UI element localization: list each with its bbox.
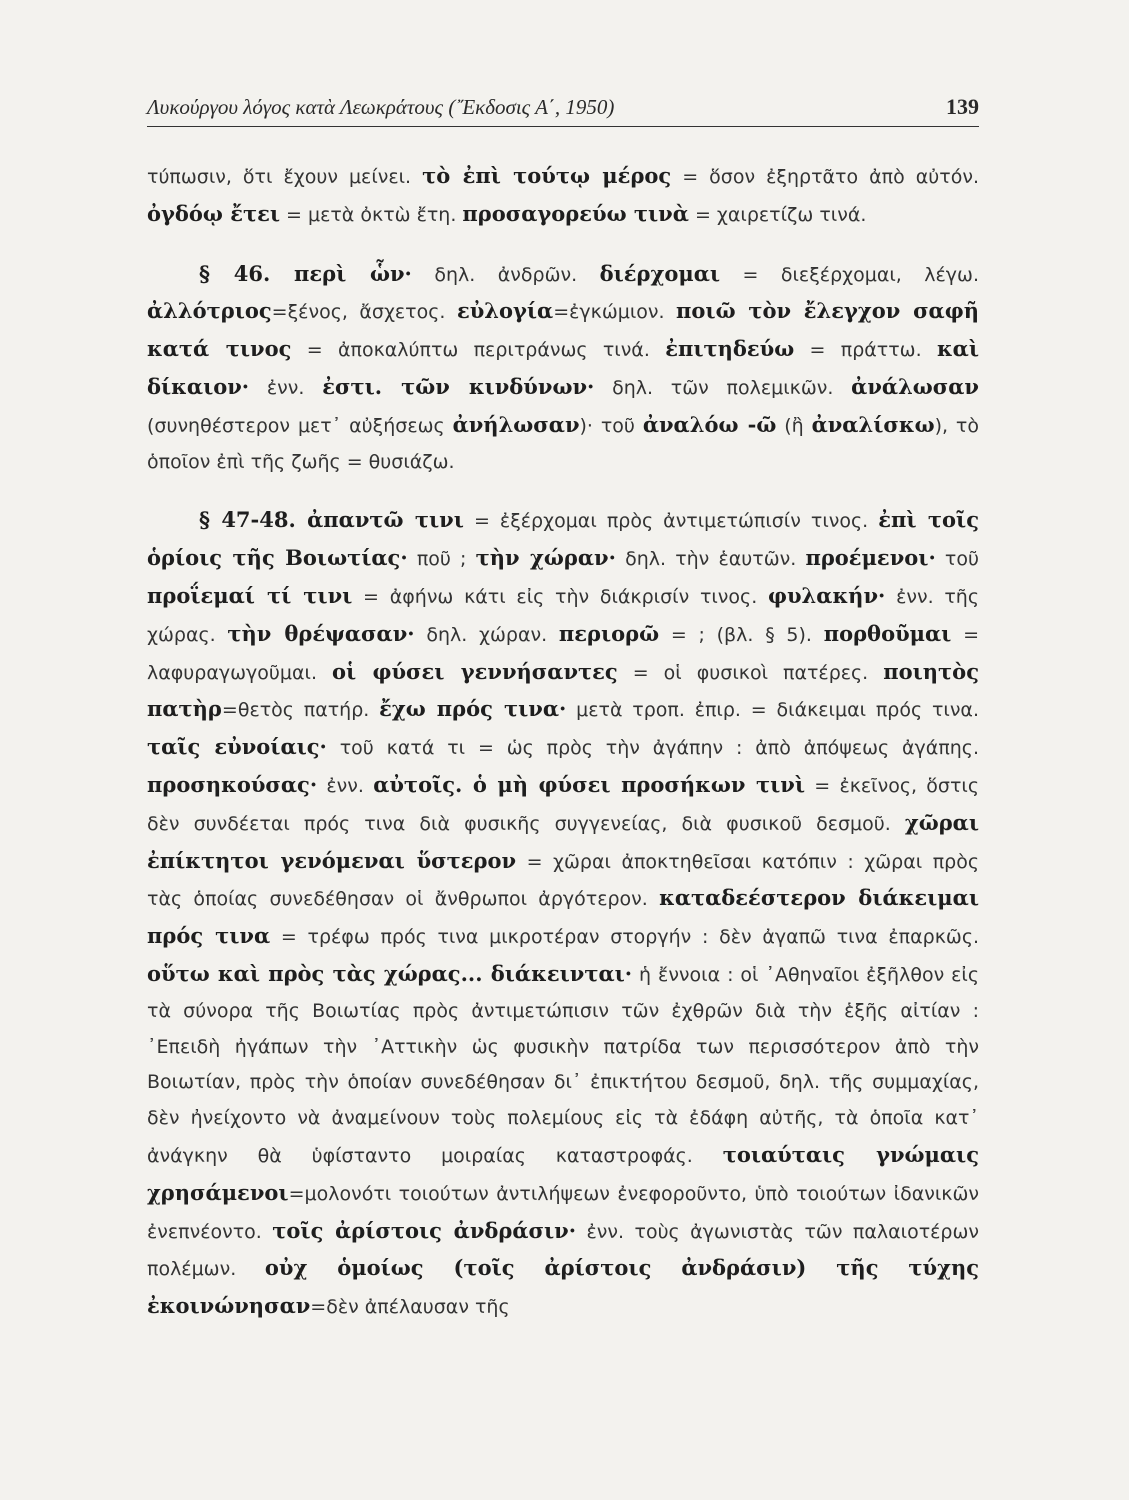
gloss-text: ), τὸ ὁποῖον ἐπὶ τῆς ζωῆς = θυσιάζω.: [147, 414, 979, 473]
bold-term: εὐλογία: [456, 298, 554, 324]
bold-term: ποιητὸς πατὴρ: [147, 658, 979, 722]
gloss-text: = λαφυραγωγοῦμαι.: [147, 623, 979, 684]
gloss-text: (συνηθέστερον μετ᾽ αὐξήσεως: [147, 414, 453, 437]
gloss-text: = οἱ φυσικοὶ πατέρες.: [617, 661, 884, 684]
paragraph: [147, 158, 979, 234]
bold-term: οὕτω καὶ πρὸς τὰς χώρας... διάκεινται·: [147, 960, 633, 986]
bold-term: τὴν χώραν·: [475, 545, 616, 571]
bold-term: ἀνήλωσαν: [452, 411, 580, 437]
gloss-text: δηλ. τὴν ἑαυτῶν.: [615, 548, 806, 571]
bold-term: χῶραι ἐπίκτητοι γενόμεναι ὕστερον: [147, 809, 979, 873]
bold-term: καταδεέστερον διάκειμαι πρός τινα: [147, 885, 979, 949]
gloss-text: = πράττω.: [794, 339, 937, 362]
bold-term: § 46. περὶ ὧν·: [199, 260, 412, 286]
header-title: Λυκούργου λόγος κατὰ Λεωκράτους (῎Εκδοσις Α΄, 1950): [147, 95, 615, 119]
gloss-text: ποῦ ;: [407, 548, 476, 571]
gloss-text: = μετὰ ὀκτὼ ἔτη.: [280, 203, 463, 226]
gloss-text: ἡ ἔννοια : οἱ ᾿Αθηναῖοι ἐξῆλθον εἰς τὰ σύνορα τῆς Βοιωτίας πρὸς ἀντιμετώπισιν τῶν ἐχθρῶν διὰ τὴν ἑξῆς αἰτίαν : ᾿Επειδὴ ἠγάπων τὴν ᾿Αττικὴν ὡς φυσικὴν πατρίδα των περισσότερον ἀπὸ τὴν Βοιωτίαν, πρὸς τὴν ὁποίαν συνεδέθησαν δι᾽ ἐπικτήτου δεσμοῦ, δηλ. τῆς συμμαχίας, δὲν ἠνείχοντο νὰ ἀναμείνουν τοὺς πολεμίους εἰς τὰ ἐδάφη αὐτῆς, τὰ ὁποῖα κατ᾽ ἀνάγκην θὰ ὑφίσταντο μοιραίας καταστροφάς.: [147, 963, 979, 1167]
bold-term: τὸ ἐπὶ τούτῳ μέρος: [422, 163, 672, 188]
gloss-text: = ἀποκαλύπτω περιτράνως τινά.: [291, 339, 666, 362]
bold-term: ἀνάλωσαν: [851, 373, 979, 399]
gloss-text: =ξένος, ἄσχετος.: [271, 301, 457, 324]
gloss-text: )· τοῦ: [579, 414, 643, 437]
page-number: 139: [946, 94, 979, 119]
gloss-text: = διεξέρχομαι, λέγω.: [720, 263, 979, 286]
gloss-text: = χῶραι ἀποκτηθεῖσαι κατόπιν : χῶραι πρὸς τὰς ὁποίας συνεδέθησαν οἱ ἄνθρωποι ἀργότερον.: [147, 850, 979, 911]
bold-term: ἀναλόω -ῶ: [642, 411, 777, 437]
bold-term: ταῖς εὐνοίαις·: [147, 734, 327, 760]
gloss-text: δηλ. ἀνδρῶν.: [411, 263, 600, 286]
gloss-text: =ἐγκώμιον.: [553, 301, 677, 324]
gloss-text: μετὰ τροπ. ἐπιρ. = διάκειμαι πρός τινα.: [566, 699, 979, 722]
gloss-text: δηλ. χώραν.: [414, 623, 559, 646]
gloss-text: = χαιρετίζω τινά.: [688, 203, 867, 226]
bold-term: διέρχομαι: [599, 260, 721, 286]
gloss-text: τύπωσιν, ὅτι ἔχουν μείνει.: [147, 166, 423, 188]
gloss-text: δηλ. τῶν πολεμικῶν.: [594, 376, 852, 399]
bold-term: οὐχ ὁμοίως (τοῖς ἀρίστοις ἀνδράσιν) τῆς τύχης ἐκοινώνησαν: [147, 1255, 979, 1319]
gloss-text: ἐνν. τῆς χώρας.: [147, 585, 979, 646]
bold-term: ἐστι. τῶν κινδύνων·: [322, 373, 595, 399]
bold-term: περιορῶ: [558, 620, 660, 646]
paragraph: [147, 256, 979, 481]
gloss-text: =θετὸς πατήρ.: [221, 699, 380, 722]
bold-term: τοιαύταις γνώμαις χρησάμενοι: [147, 1141, 979, 1205]
gloss-text: = ὅσον ἐξηρτᾶτο ἀπὸ αὐτόν.: [671, 166, 979, 188]
page-body: [147, 158, 979, 1326]
bold-term: καὶ δίκαιον·: [147, 336, 979, 399]
bold-term: ἐπιτηδεύω: [665, 336, 795, 362]
bold-term: § 47-48. ἀπαντῶ τινι: [199, 507, 464, 533]
running-header: [147, 94, 979, 127]
bold-term: ὀγδόῳ ἔτει: [147, 200, 281, 226]
bold-term: ποιῶ τὸν ἔλεγχον σαφῆ κατά τινος: [147, 298, 979, 362]
paragraph: [147, 502, 979, 1326]
gloss-text: = τρέφω πρός τινα μικροτέραν στοργήν : δὲν ἀγαπῶ τινα ἐπαρκῶς.: [270, 926, 980, 949]
bold-term: προσηκούσας·: [147, 771, 318, 797]
bold-term: ἔχω πρός τινα·: [379, 696, 567, 722]
gloss-text: = ; (βλ. § 5).: [659, 623, 824, 646]
bold-term: προΐεμαί τί τινι: [147, 582, 353, 608]
gloss-text: ἐνν. τοὺς ἀγωνιστὰς τῶν παλαιοτέρων πολέμων.: [147, 1220, 979, 1281]
gloss-text: =δὲν ἀπέλαυσαν τῆς: [310, 1296, 510, 1319]
gloss-text: = ἐξέρχομαι πρὸς ἀντιμετώπισίν τινος.: [463, 510, 879, 533]
bold-term: ἐπὶ τοῖς ὁρίοις τῆς Βοιωτίας·: [147, 507, 979, 571]
bold-term: αὐτοῖς. ὁ μὴ φύσει προσήκων τινὶ: [373, 771, 806, 797]
gloss-text: = ἀφήνω κάτι εἰς τὴν διάκρισίν τινος.: [352, 585, 768, 608]
bold-term: τοῖς ἀρίστοις ἀνδράσιν·: [272, 1217, 577, 1243]
bold-term: φυλακήν·: [767, 582, 886, 608]
gloss-text: (ἢ: [776, 414, 812, 437]
bold-term: οἱ φύσει γεννήσαντες: [332, 658, 618, 684]
gloss-text: =μολονότι τοιούτων ἀντιλήψεων ἐνεφοροῦντο, ὑπὸ τοιούτων ἰδανικῶν ἐνεπνέοντο.: [147, 1182, 979, 1243]
bold-term: πορθοῦμαι: [823, 620, 952, 646]
gloss-text: τοῦ: [935, 548, 979, 571]
bold-term: ἀλλότριος: [147, 298, 272, 324]
gloss-text: = ἐκεῖνος, ὅστις δὲν συνδέεται πρός τινα διὰ φυσικῆς συγγενείας, διὰ φυσικοῦ δεσμοῦ.: [147, 774, 979, 835]
gloss-text: ἐνν.: [249, 376, 323, 399]
bold-term: τὴν θρέψασαν·: [227, 620, 415, 646]
gloss-text: ἐνν.: [317, 774, 374, 797]
bold-term: προσαγορεύω τινὰ: [462, 200, 689, 226]
gloss-text: τοῦ κατά τι = ὡς πρὸς τὴν ἀγάπην : ἀπὸ ἀπόψεως ἀγάπης.: [326, 737, 980, 760]
bold-term: προέμενοι·: [805, 545, 936, 571]
bold-term: ἀναλίσκω: [811, 411, 935, 437]
